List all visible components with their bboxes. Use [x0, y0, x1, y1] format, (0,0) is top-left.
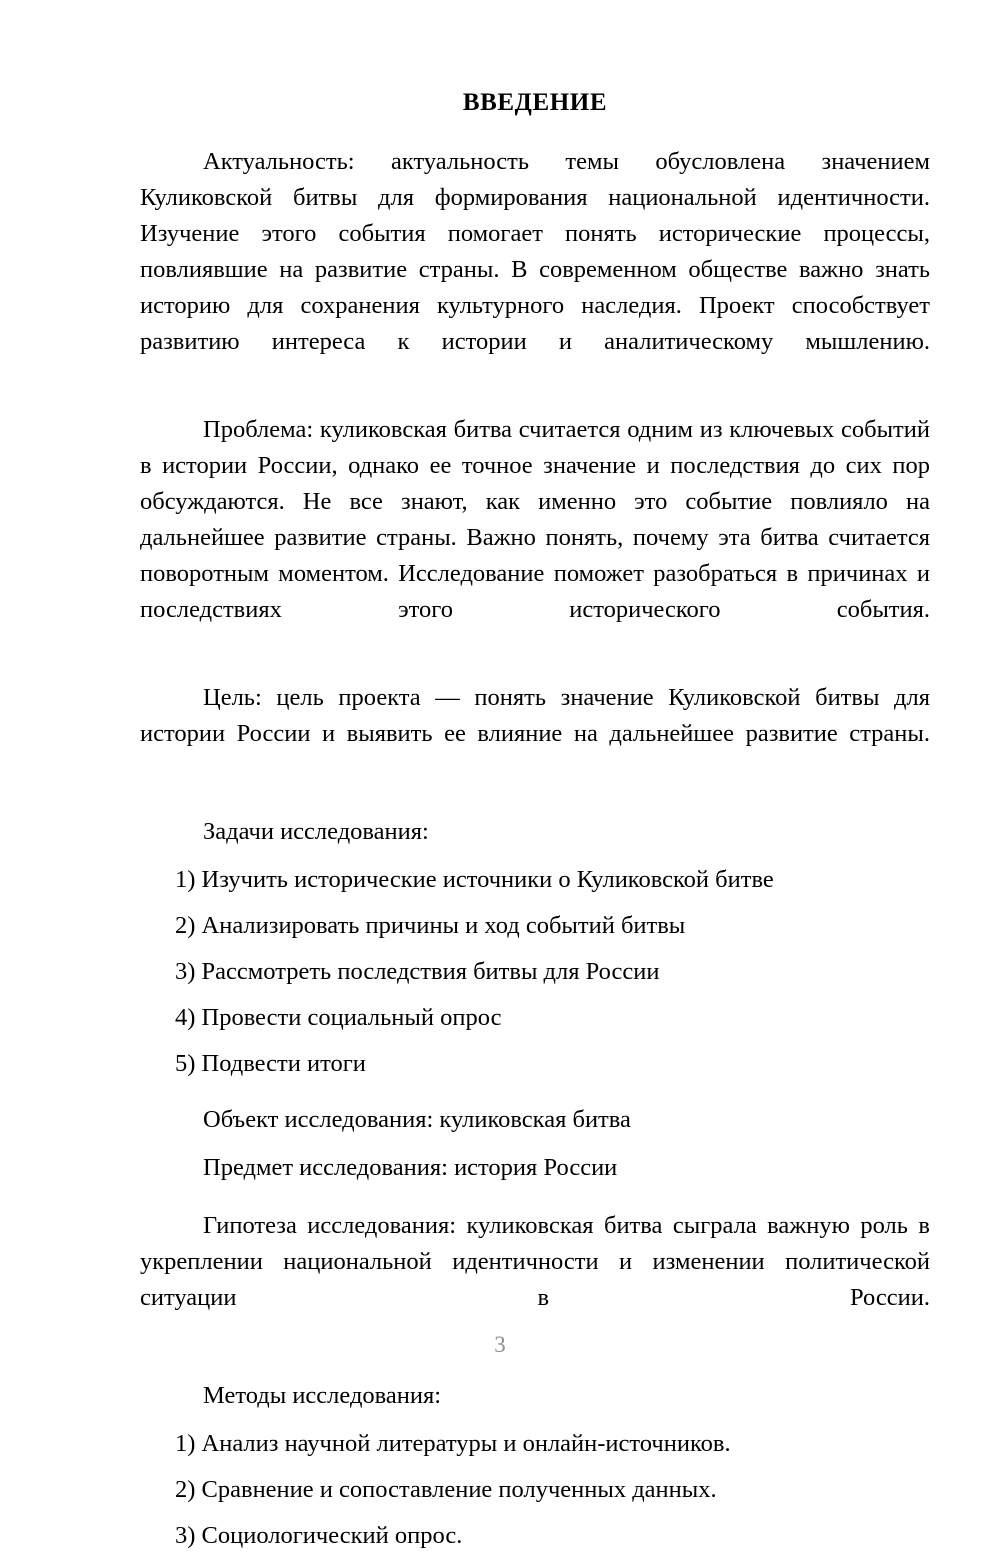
methods-list: [140, 1426, 930, 1554]
list-item: 1) Изучить исторические источники о Куликовской битве: [175, 866, 774, 893]
methods-heading: Методы исследования:: [203, 1382, 442, 1409]
paragraph-hypothesis: Гипотеза исследования: куликовская битва сыграла важную роль в укреплении национальной идентичности и изменении политической ситуации в России.: [140, 1212, 930, 1311]
list-item: 4) Провести социальный опрос: [175, 1004, 502, 1031]
spacer: [140, 1092, 930, 1102]
list-item: 3) Рассмотреть последствия битвы для России: [175, 958, 660, 985]
spacer: [140, 1198, 930, 1208]
tasks-heading: Задачи исследования:: [203, 818, 429, 845]
paragraph-problem: Проблема: куликовская битва считается одним из ключевых событий в истории России, однако ее точное значение и последствия до сих пор обсуждаются. Не все знают, как именно это событие повлияло на дальнейшее развитие страны. Важно понять, почему эта битва считается поворотным моментом. Исследование поможет разобраться в причинах и последствиях этого исторического события.: [140, 416, 930, 623]
list-item: 3) Социологический опрос.: [175, 1522, 463, 1549]
list-item: 1) Анализ научной литературы и онлайн-источников.: [175, 1430, 731, 1457]
spacer: [140, 1368, 930, 1378]
paragraph-relevance: Актуальность: актуальность темы обусловлена значением Куликовской битвы для формирования национальной идентичности. Изучение этого события помогает понять исторические процессы, повлиявшие на развитие страны. В современном обществе важно знать историю для сохранения культурного наследия. Проект способствует развитию интереса к истории и аналитическому мышлению.: [140, 148, 930, 355]
object-of-research: Объект исследования: куликовская битва: [203, 1106, 631, 1133]
list-item: 2) Сравнение и сопоставление полученных данных.: [175, 1476, 717, 1503]
list-item: 5) Подвести итоги: [175, 1050, 366, 1077]
tasks-list: [140, 862, 930, 1082]
paragraph-goal: Цель: цель проекта — понять значение Куликовской битвы для истории России и выявить ее влияние на дальнейшее развитие страны.: [140, 684, 930, 747]
list-item: 2) Анализировать причины и ход событий битвы: [175, 912, 686, 939]
page-number: 3: [494, 1332, 506, 1357]
spacer: [140, 804, 930, 814]
page-title: ВВЕДЕНИЕ: [462, 89, 608, 116]
subject-of-research: Предмет исследования: история России: [203, 1154, 618, 1181]
